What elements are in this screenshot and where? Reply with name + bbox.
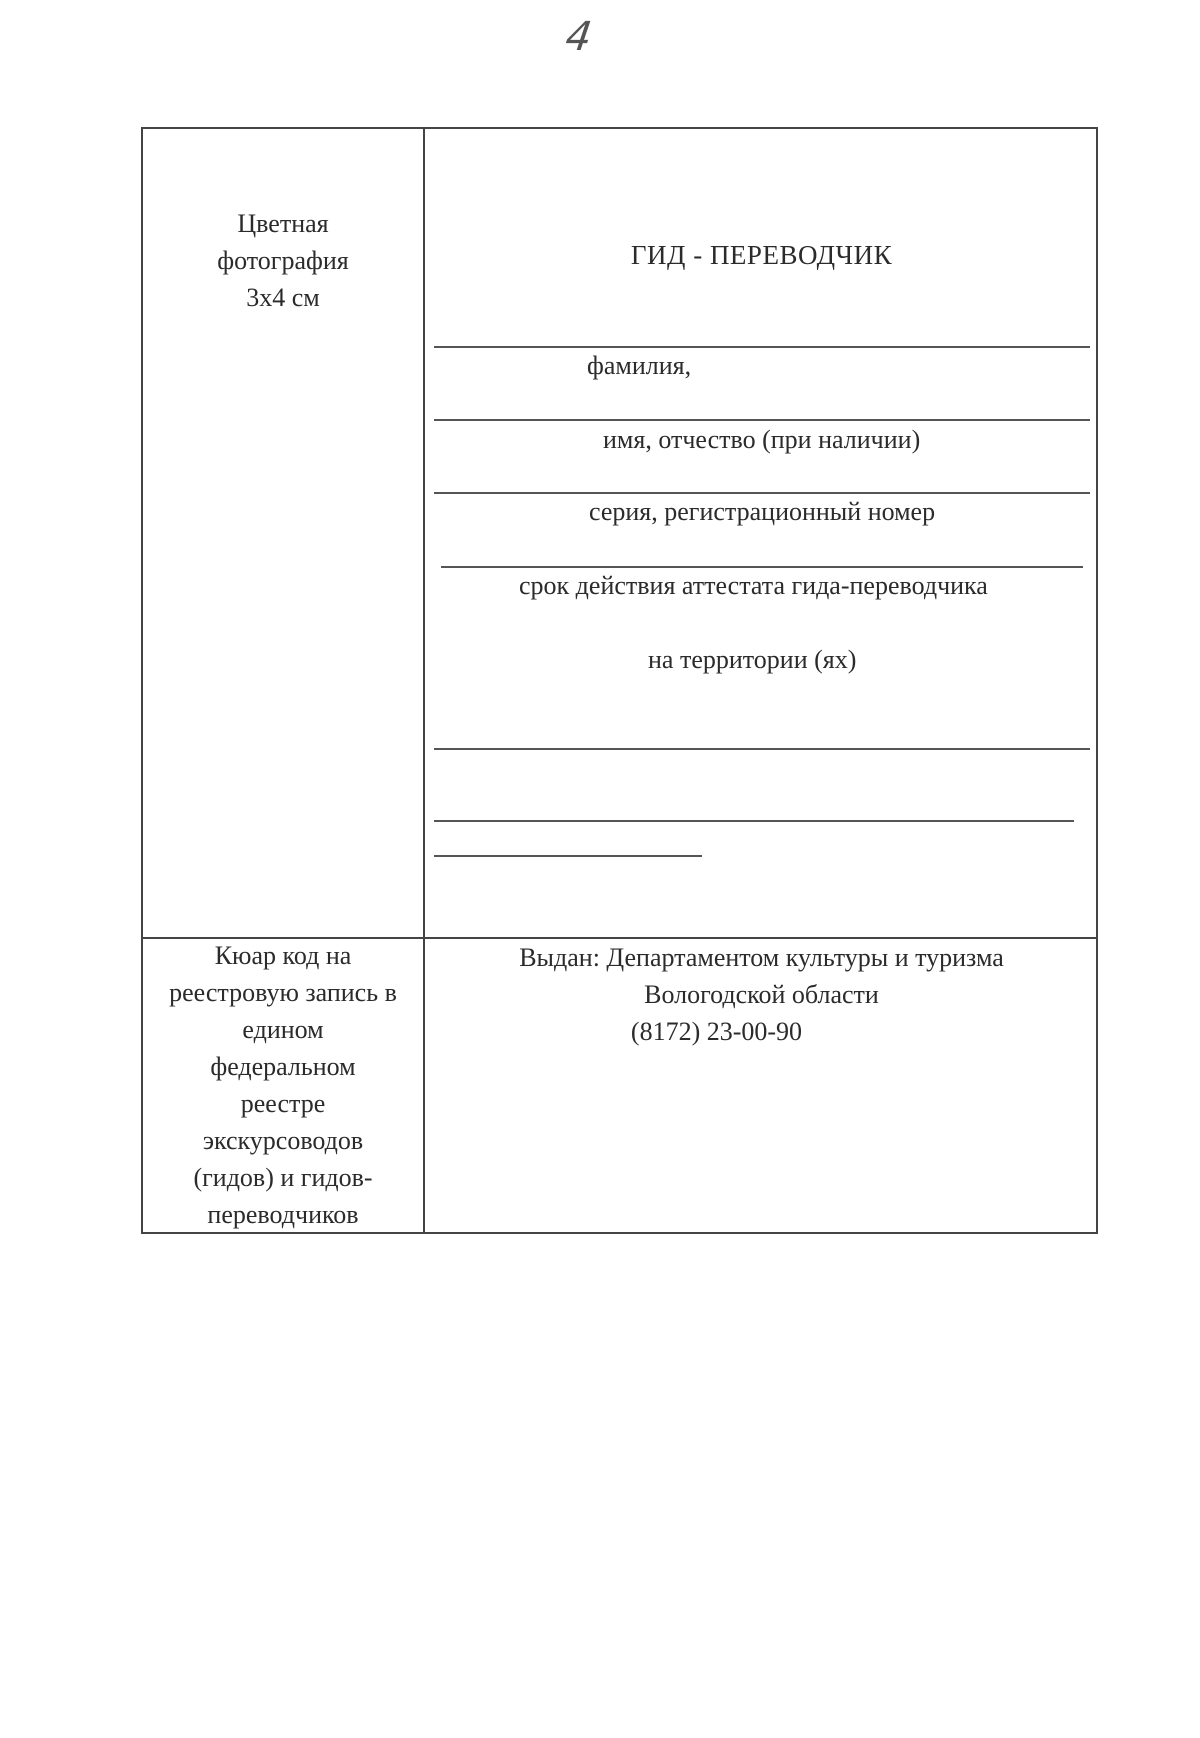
- qr-placeholder-line: реестровую запись в: [169, 978, 397, 1007]
- territory-caption: на территории (ях): [648, 645, 857, 674]
- territory-line-2: [434, 820, 1074, 822]
- validity-line: [441, 566, 1083, 568]
- territory-line-3: [434, 855, 702, 857]
- surname-line: [434, 346, 1090, 348]
- name-patronymic-caption: имя, отчество (при наличии): [603, 425, 921, 454]
- series-number-caption: серия, регистрационный номер: [589, 497, 936, 526]
- column-divider: [423, 129, 425, 1232]
- form-title: ГИД - ПЕРЕВОДЧИК: [630, 240, 893, 270]
- photo-placeholder: [143, 205, 423, 316]
- qr-placeholder-line: (гидов) и гидов-: [193, 1163, 373, 1192]
- attestation-form: [141, 127, 1098, 1234]
- photo-placeholder-line: 3х4 см: [246, 283, 320, 312]
- issuer-info: [425, 939, 1098, 1050]
- qr-placeholder-line: Кюар код на: [214, 941, 352, 970]
- issuer-line-1: Выдан: Департаментом культуры и туризма: [519, 943, 1004, 972]
- qr-placeholder-line: переводчиков: [207, 1200, 359, 1229]
- territory-line-1: [434, 748, 1090, 750]
- issuer-line-2: Вологодской области: [644, 980, 879, 1009]
- series-line: [434, 492, 1090, 494]
- qr-placeholder-line: едином: [242, 1015, 324, 1044]
- qr-placeholder: [143, 937, 423, 1233]
- qr-placeholder-line: экскурсоводов: [202, 1126, 364, 1155]
- page-number: 4: [562, 14, 595, 60]
- qr-placeholder-line: федеральном: [210, 1052, 356, 1081]
- qr-placeholder-line: реестре: [240, 1089, 326, 1118]
- photo-placeholder-line: Цветная: [237, 209, 329, 238]
- validity-caption: срок действия аттестата гида-переводчика: [519, 571, 988, 600]
- name-line: [434, 419, 1090, 421]
- surname-caption: фамилия,: [587, 351, 692, 380]
- photo-placeholder-line: фотография: [217, 246, 349, 275]
- issuer-phone: (8172) 23-00-90: [630, 1017, 803, 1046]
